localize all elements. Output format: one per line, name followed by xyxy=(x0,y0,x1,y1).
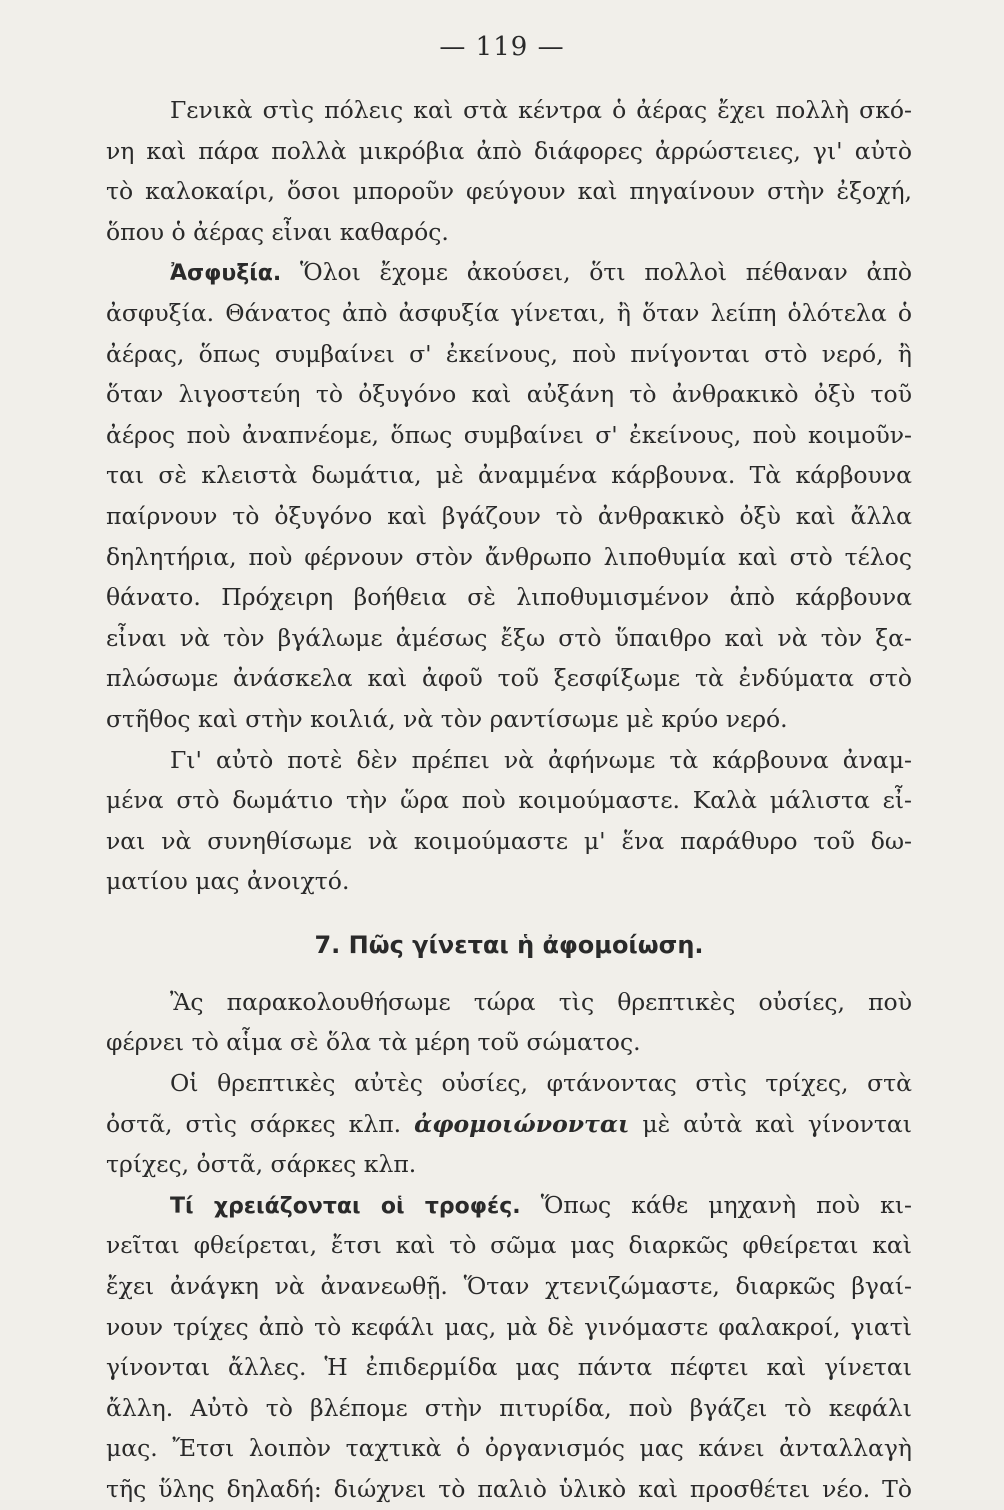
text-line: Οἱ θρεπτικὲς αὐτὲς οὐσίες, φτάνοντας στὶς τρίχες, στὰ xyxy=(170,1069,912,1098)
text-line: τῆς ὕλης δηλαδή: διώχνει τὸ παλιὸ ὑλικὸ καὶ προσθέτει νέο. Τὸ xyxy=(106,1475,912,1503)
text-line: πλώσωμε ἀνάσκελα καὶ ἀφοῦ τοῦ ξεσφίξωμε τὰ ἐνδύματα στὸ xyxy=(106,664,912,693)
text-line: φέρνει τὸ αἷμα σὲ ὅλα τὰ μέρη τοῦ σώματος. xyxy=(106,1028,641,1057)
text-line: ματίου μας ἀνοιχτό. xyxy=(106,867,350,896)
text-line: νη καὶ πάρα πολλὰ μικρόβια ἀπὸ διάφορες ἀρρώστειες, γι' αὐτὸ xyxy=(106,136,912,165)
text-run: μὲ αὐτὰ καὶ γίνονται xyxy=(642,1109,912,1138)
text-line: μένα στὸ δωμάτιο τὴν ὥρα ποὺ κοιμούμαστε. Καλὰ μάλιστα εἶ- xyxy=(106,786,912,815)
text-line: ἀσφυξία. Θάνατος ἀπὸ ἀσφυξία γίνεται, ἢ ὅταν λείπη ὁλότελα ὁ xyxy=(106,298,912,327)
text-line: στῆθος καὶ στὴν κοιλιά, νὰ τὸν ραντίσωμε μὲ κρύο νερό. xyxy=(106,704,788,733)
page-body xyxy=(106,90,912,1510)
text-line: ναι νὰ συνηθίσωμε νὰ κοιμούμαστε μ' ἕνα παράθυρο τοῦ δω- xyxy=(106,826,912,855)
section-heading: 7. Πῶς γίνεται ἡ ἀφομοίωση. xyxy=(314,930,704,959)
text-line: Ἂς παρακολουθήσωμε τώρα τὶς θρεπτικὲς οὐσίες, ποὺ xyxy=(170,987,912,1016)
text-line: γίνονται ἄλλες. Ἡ ἐπιδερμίδα μας πάντα πέφτει καὶ γίνεται xyxy=(106,1353,912,1382)
text-line xyxy=(106,1185,912,1226)
text-line: ται σὲ κλειστὰ δωμάτια, μὲ ἀναμμένα κάρβουνα. Τὰ κάρβουνα xyxy=(106,461,912,490)
text-line: ὅπου ὁ ἀέρας εἶναι καθαρός. xyxy=(106,217,449,246)
text-line: μας. Ἔτσι λοιπὸν ταχτικὰ ὁ ὀργανισμός μας κάνει ἀνταλλαγὴ xyxy=(106,1434,912,1463)
text-run: ὀστᾶ, στὶς σάρκες κλπ. xyxy=(106,1109,402,1138)
text-line: ἀέρας, ὅπως συμβαίνει σ' ἐκείνους, ποὺ πνίγονται στὸ νερό, ἢ xyxy=(106,339,912,368)
text-line xyxy=(106,1104,912,1145)
text-line: Γι' αὐτὸ ποτὲ δὲν πρέπει νὰ ἀφήνωμε τὰ κάρβουνα ἀναμ- xyxy=(170,745,912,774)
term-assimilated: ἀφομοιώνονται xyxy=(414,1109,630,1138)
text-line: ὅταν λιγοστεύη τὸ ὀξυγόνο καὶ αὐξάνη τὸ ἀνθρακικὸ ὀξὺ τοῦ xyxy=(106,380,912,409)
text-run: Ὅπως κάθε μηχανὴ ποὺ κι- xyxy=(540,1190,912,1219)
term-asphyxia: Ἀσφυξία. xyxy=(170,261,282,287)
text-line: νουν τρίχες ἀπὸ τὸ κεφάλι μας, μὰ δὲ γινόμαστε φαλακροί, γιατὶ xyxy=(106,1312,912,1341)
term-why-foods: Τί χρειάζονται οἱ τροφές. xyxy=(170,1193,521,1219)
text-line: νεῖται φθείρεται, ἔτσι καὶ τὸ σῶμα μας διαρκῶς φθείρεται καὶ xyxy=(106,1231,912,1260)
text-line: ἔχει ἀνάγκη νὰ ἀνανεωθῇ. Ὅταν χτενιζώμαστε, διαρκῶς βγαί- xyxy=(106,1272,912,1301)
text-line: τὸ καλοκαίρι, ὅσοι μποροῦν φεύγουν καὶ πηγαίνουν στὴν ἐξοχή, xyxy=(106,177,912,206)
text-line: ἄλλη. Αὐτὸ τὸ βλέπομε στὴν πιτυρίδα, ποὺ βγάζει τὸ κεφάλι xyxy=(106,1393,912,1422)
text-line: εἶναι νὰ τὸν βγάλωμε ἀμέσως ἔξω στὸ ὕπαιθρο καὶ νὰ τὸν ξα- xyxy=(106,623,912,652)
text-line: τρίχες, ὀστᾶ, σάρκες κλπ. xyxy=(106,1150,417,1179)
text-line: θάνατο. Πρόχειρη βοήθεια σὲ λιποθυμισμένον ἀπὸ κάρβουνα xyxy=(106,583,912,612)
text-line: ἀέρος ποὺ ἀναπνέομε, ὅπως συμβαίνει σ' ἐκείνους, ποὺ κοιμοῦν- xyxy=(106,420,912,449)
text-line: δηλητήρια, ποὺ φέρνουν στὸν ἄνθρωπο λιποθυμία καὶ στὸ τέλος xyxy=(106,542,912,571)
text-line: Γενικὰ στὶς πόλεις καὶ στὰ κέντρα ὁ ἀέρας ἔχει πολλὴ σκό- xyxy=(170,96,912,124)
page-number: — 119 — xyxy=(439,32,565,62)
text-line: παίρνουν τὸ ὀξυγόνο καὶ βγάζουν τὸ ἀνθρακικὸ ὀξὺ καὶ ἄλλα xyxy=(106,501,912,530)
text-run: Ὅλοι ἔχομε ἀκούσει, ὅτι πολλοὶ πέθαναν ἀπὸ xyxy=(299,258,912,287)
text-line xyxy=(106,252,912,293)
